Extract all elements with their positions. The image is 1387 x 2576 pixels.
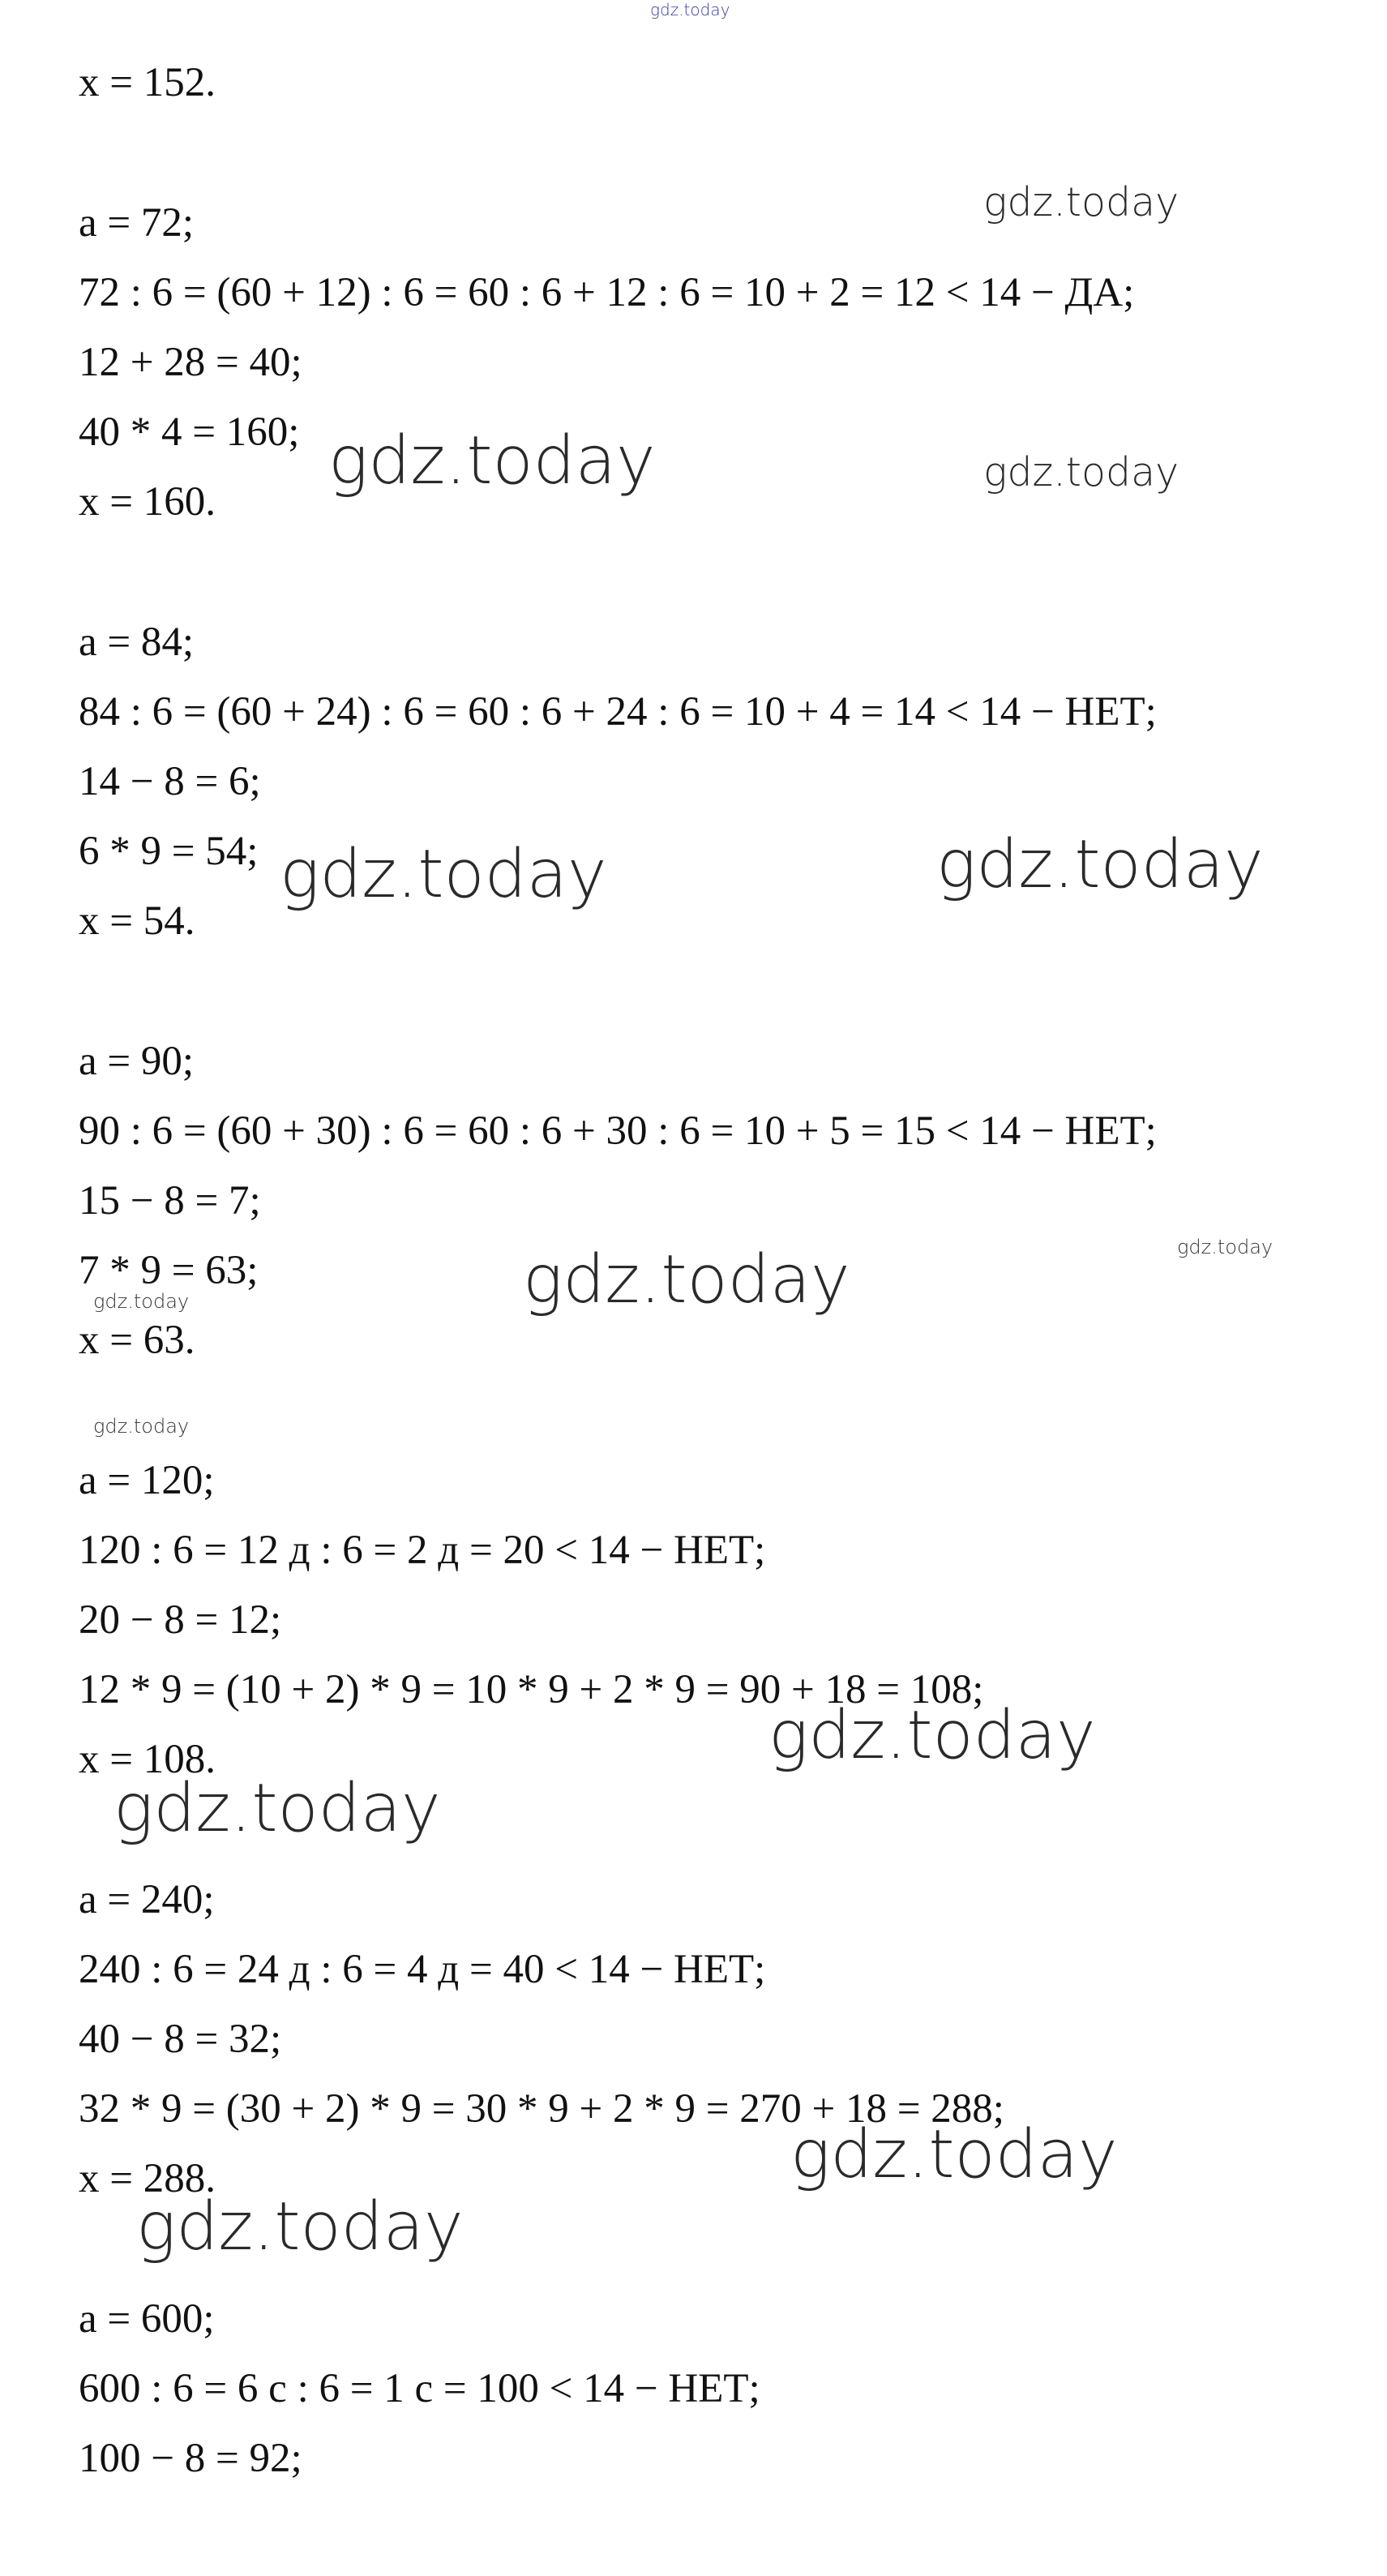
solution-line: 72 : 6 = (60 + 12) : 6 = 60 : 6 + 12 : 6 = 10 + 2 = 12 < 14 − ДА; — [79, 270, 1135, 315]
watermark: gdz.today — [790, 2116, 1118, 2193]
solution-line: a = 600; — [79, 2296, 215, 2342]
solution-line: x = 152. — [79, 60, 216, 105]
watermark: gdz.today — [768, 1697, 1096, 1774]
solution-line: x = 63. — [79, 1318, 195, 1363]
solution-line: 84 : 6 = (60 + 24) : 6 = 60 : 6 + 24 : 6 = 10 + 4 = 14 < 14 − НЕТ; — [79, 689, 1157, 735]
solution-line: 20 − 8 = 12; — [79, 1597, 282, 1643]
solution-line: 40 * 4 = 160; — [79, 409, 300, 455]
solution-line: a = 72; — [79, 200, 195, 246]
watermark: gdz.today — [113, 1770, 441, 1847]
solution-line: 90 : 6 = (60 + 30) : 6 = 60 : 6 + 30 : 6 = 10 + 5 = 15 < 14 − НЕТ; — [79, 1108, 1157, 1154]
solution-line: x = 108. — [79, 1737, 216, 1782]
solution-line: 6 * 9 = 54; — [79, 829, 259, 874]
watermark: gdz.today — [328, 422, 656, 499]
solution-line: 240 : 6 = 24 д : 6 = 4 д = 40 < 14 − НЕТ; — [79, 1947, 766, 1992]
watermark: gdz.today — [650, 0, 730, 19]
solution-line: 7 * 9 = 63; — [79, 1248, 259, 1293]
solution-line: 100 − 8 = 92; — [79, 2436, 302, 2481]
solution-line: 15 − 8 = 7; — [79, 1178, 261, 1224]
solution-line: 12 + 28 = 40; — [79, 340, 302, 385]
solution-line: x = 288. — [79, 2156, 216, 2201]
watermark: gdz.today — [280, 836, 607, 913]
watermark: gdz.today — [93, 1415, 190, 1438]
solution-line: 600 : 6 = 6 с : 6 = 1 с = 100 < 14 − НЕТ; — [79, 2366, 760, 2411]
watermark: gdz.today — [93, 1290, 190, 1313]
solution-line: 14 − 8 = 6; — [79, 759, 261, 804]
solution-line: 12 * 9 = (10 + 2) * 9 = 10 * 9 + 2 * 9 = 90 + 18 = 108; — [79, 1667, 984, 1712]
solution-line: a = 84; — [79, 619, 195, 665]
solution-line: x = 54. — [79, 898, 195, 944]
watermark: gdz.today — [523, 1241, 850, 1318]
solution-line: 32 * 9 = (30 + 2) * 9 = 30 * 9 + 2 * 9 = 270 + 18 = 288; — [79, 2086, 1004, 2132]
watermark: gdz.today — [983, 449, 1179, 495]
solution-line: 120 : 6 = 12 д : 6 = 2 д = 20 < 14 − НЕТ; — [79, 1528, 766, 1573]
watermark: gdz.today — [983, 179, 1179, 225]
solution-line: a = 120; — [79, 1458, 215, 1503]
watermark: gdz.today — [136, 2188, 464, 2265]
solution-line: a = 90; — [79, 1039, 195, 1084]
watermark: gdz.today — [1177, 1236, 1274, 1258]
solution-line: a = 240; — [79, 1877, 215, 1922]
solution-line: x = 160. — [79, 479, 216, 525]
watermark: gdz.today — [936, 826, 1264, 903]
solution-line: 40 − 8 = 32; — [79, 2017, 282, 2062]
